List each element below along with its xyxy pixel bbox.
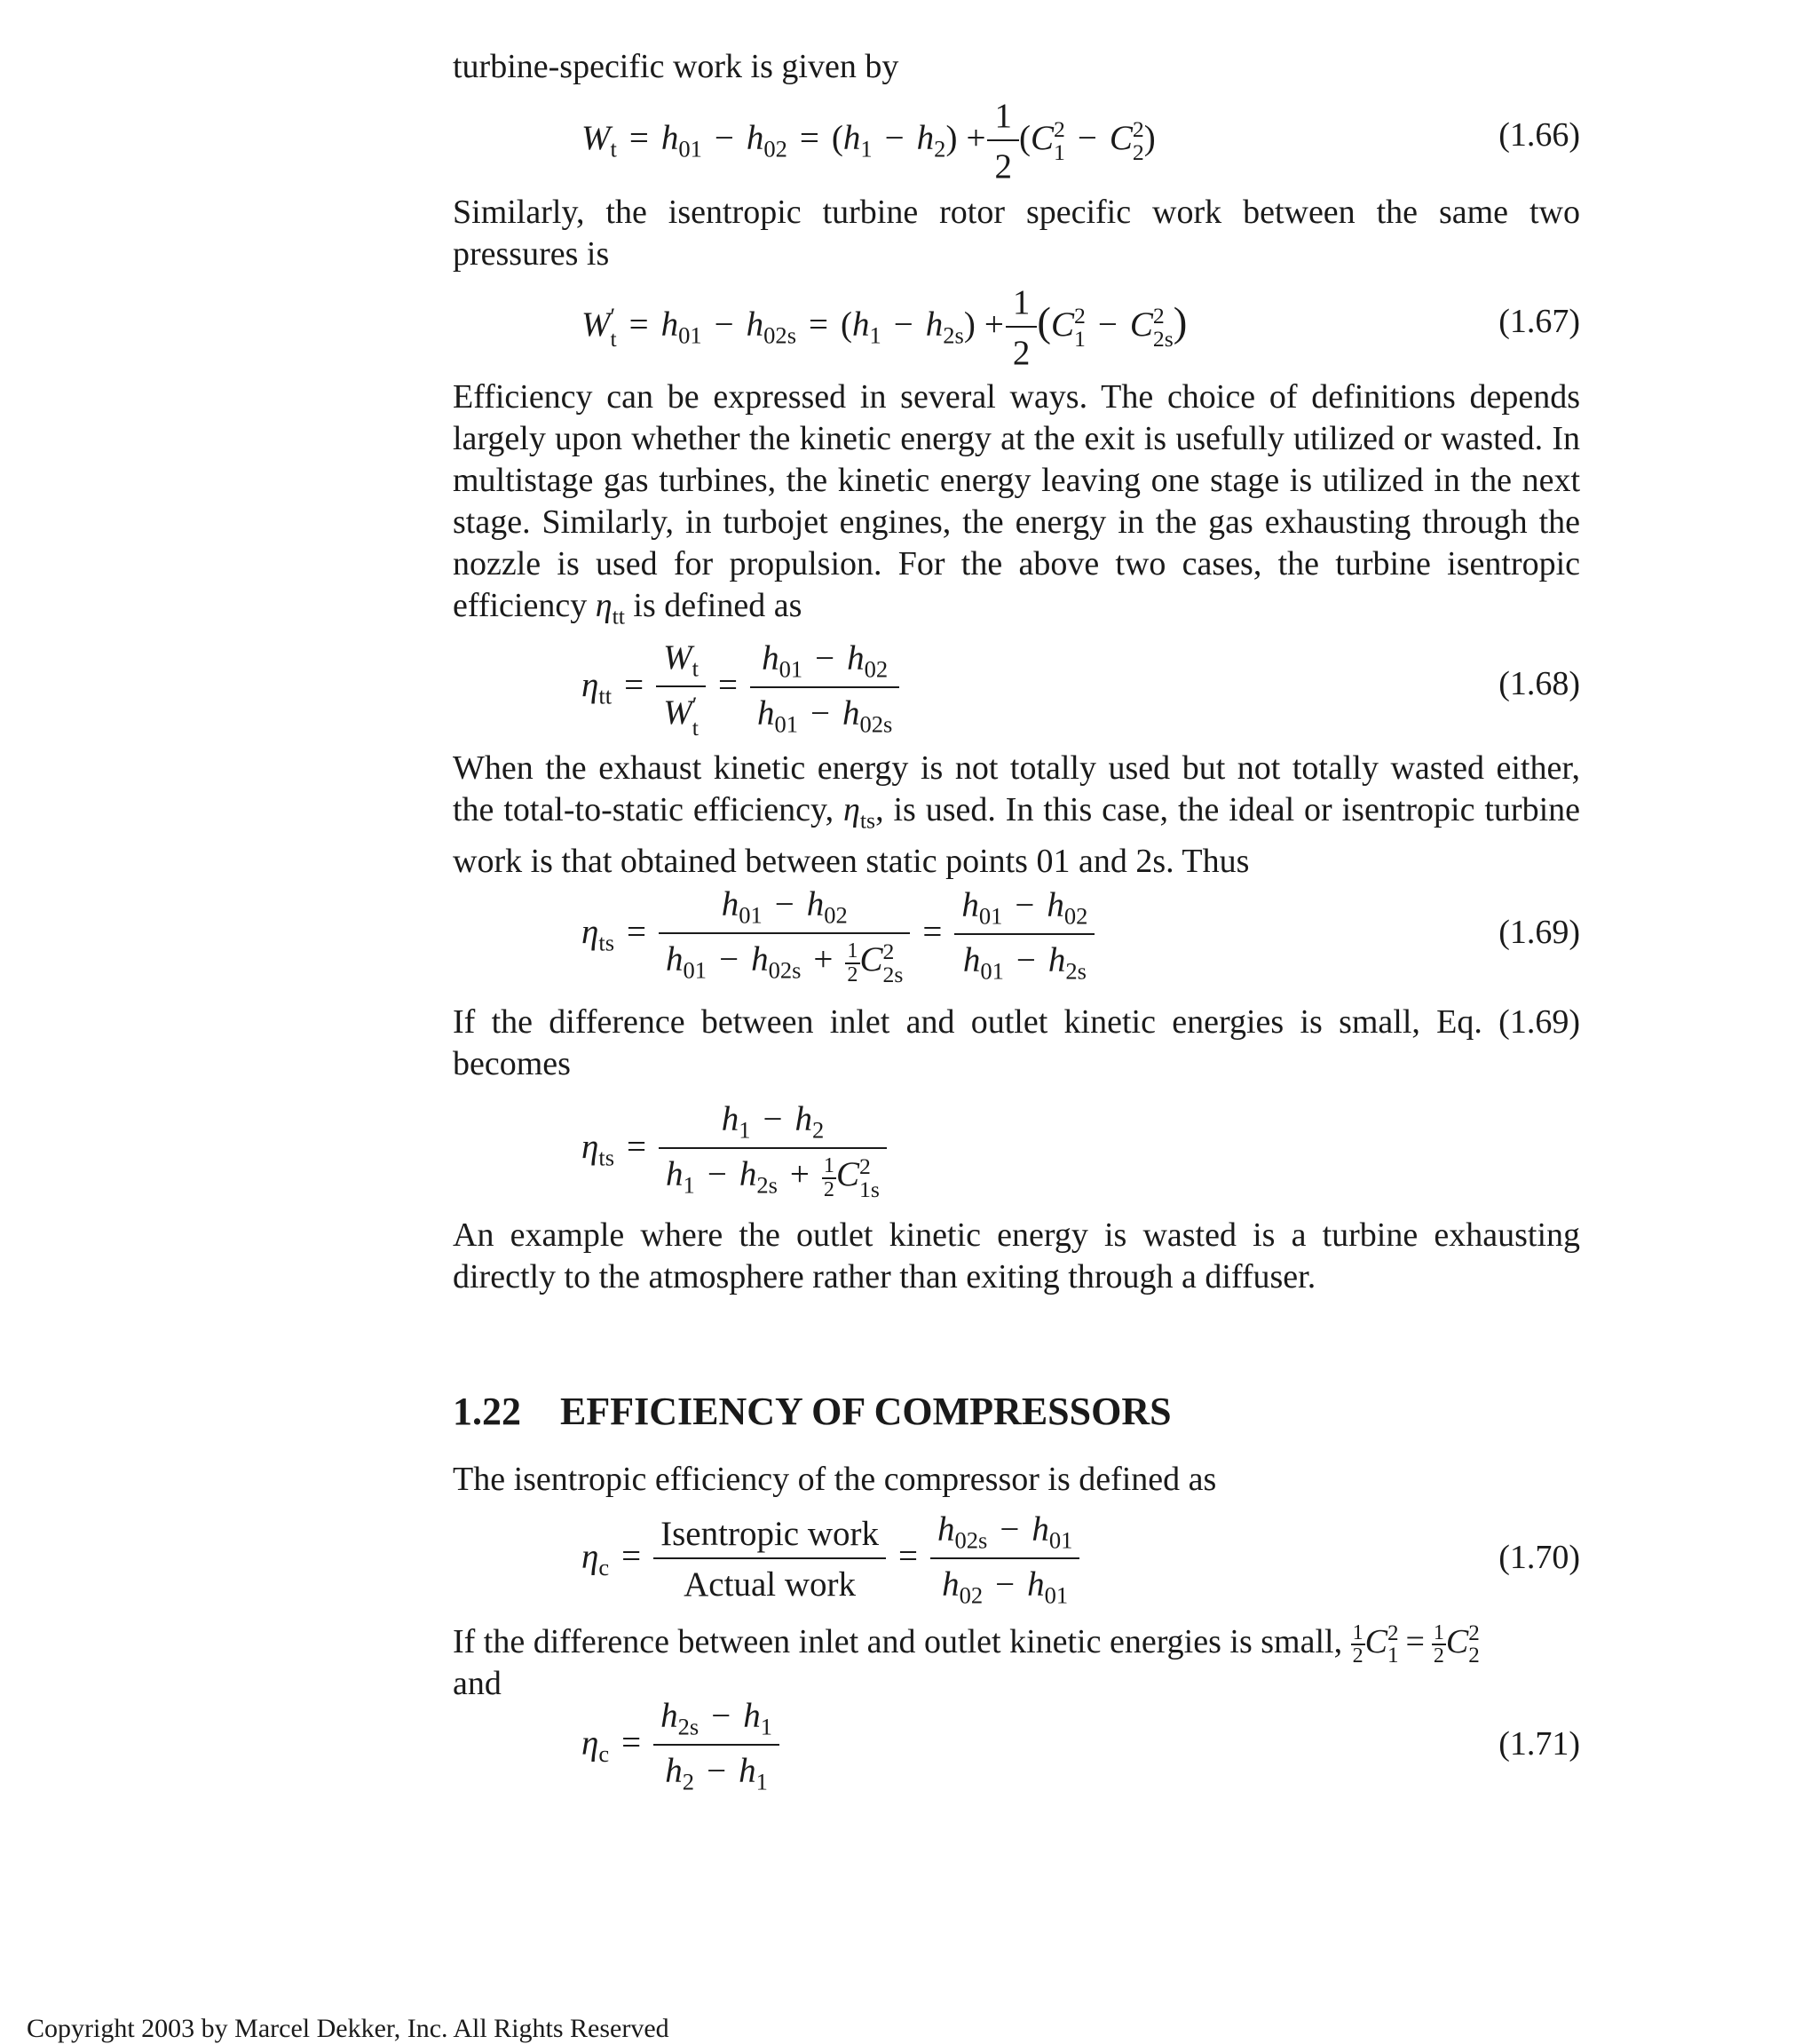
equation-1-68: $\eta_{tt}$ = $W_t$ W ′ t = $\frac{h_{01} - h_{02}}{h_{01} - h_{02s}}$ (1.68)	[581, 638, 1580, 741]
equation-1-71: $\eta_c$ = $\frac{h_{2s} - h_1}{h_2 - h_1}$ (1.71)	[581, 1697, 1580, 1795]
equation-number: (1.69)	[1498, 914, 1580, 951]
equation-number: (1.66)	[1498, 116, 1580, 154]
section-number: 1.22	[453, 1390, 521, 1433]
equation-1-67: W ′ t = $h_{01} - h_{02s} = (h_1 - h_{2s})$ + $\frac{1}{2}$ (C 2 1 − C 2 2s ) (1.67)	[581, 283, 1580, 372]
equation-number: (1.71)	[1498, 1725, 1580, 1763]
equation-1-70: $\eta_c$ = $\frac{\text{Isentropic work}}{\text{Actual work}}$ = $\frac{h_{02s} - h_{01}}{h_{02} - h_{01}}$ (1.70)	[581, 1510, 1580, 1609]
paragraph-efficiency-definitions: Efficiency can be expressed in several ways. The choice of definitions depends largely upon whether the kinetic energy at the exit is usefully utilized or wasted. In multistage gas turbines, the kinetic energy leaving one stage is utilized in the next stage. Similarly, in turbojet engines, the energy in the gas exhausting through the nozzle is used for propulsion. For the above two cases, the turbine isentropic efficiency $\eta_{tt}$ is defined as	[453, 378, 1580, 630]
paragraph-compressor-definition: The isentropic efficiency of the compressor is defined as	[453, 1461, 1217, 1498]
paragraph-text: If the difference between inlet and outlet kinetic energies is small,	[453, 1623, 1343, 1660]
equation-1-66: $W_t = h_{01} - h_{02} = (h_1 - h_2)$ + $\frac{1}{2}$ (C 2 1 − C 2 2 ) (1.66)	[581, 97, 1580, 186]
paragraph-compressor-small-line2: and	[453, 1665, 502, 1702]
paragraph-rotor-work-line2: pressures is	[453, 235, 610, 273]
paragraph-example: An example where the outlet kinetic energy is wasted is a turbine exhausting directly to the atmosphere rather than exiting through a diffuser.	[453, 1216, 1580, 1295]
equation-number: (1.70)	[1498, 1539, 1580, 1576]
paragraph-intro: turbine-specific work is given by	[453, 48, 899, 85]
paragraph-total-to-static: When the exhaust kinetic energy is not totally used but not totally wasted either, the total-to-static efficiency, $\eta_{ts}$, is used. In this case, the ideal or isentropic turbine work is that obtained between static points 01 and 2s. Thus	[453, 749, 1580, 881]
copyright-footer: Copyright 2003 by Marcel Dekker, Inc. All Rights Reserved	[27, 2014, 669, 2043]
paragraph-small-difference-line2: becomes	[453, 1045, 571, 1082]
equation-ts-approx: $\eta_{ts}$ = $h_1 - h_2$ $h_1 - h_{2s}$ + $\frac{1}{2}$ C 2 1s	[453, 1099, 1580, 1197]
paragraph-small-difference-line1: If the difference between inlet and outlet kinetic energies is small, Eq. (1.69)	[453, 1003, 1580, 1041]
actual-work-label: Actual work	[684, 1565, 856, 1604]
equation-1-69: $\eta_{ts}$ = $h_{01} - h_{02}$ $h_{01} - h_{02s}$ + $\frac{1}{2}$ C 2 2s = $\frac{h_{01} - h_{02}}{h_{01} - h_{2s}}$ (1.69)	[581, 885, 1580, 987]
equation-number: (1.68)	[1498, 665, 1580, 702]
paragraph-text-end: is defined as	[633, 587, 802, 624]
paragraph-text: Efficiency can be expressed in several ways. The choice of definitions depends largely upon whether the kinetic energy at the exit is usefully utilized or wasted. In multistage gas turbines, the kinetic energy leaving one stage is utilized in the next stage. Similarly, in turbojet engines, the energy in the gas exhausting through the nozzle is used for propulsion. For the above two cases, the turbine isentropic efficiency	[453, 378, 1580, 624]
section-heading	[453, 1389, 1172, 1434]
paragraph-rotor-work-line1: Similarly, the isentropic turbine rotor specific work between the same two	[453, 194, 1580, 231]
equation-number: (1.67)	[1498, 303, 1580, 340]
paragraph-text: When the exhaust kinetic energy is not totally used but not totally wasted either, the total-to-static efficiency,	[453, 749, 1580, 828]
paragraph-compressor-small-line1: If the difference between inlet and outlet kinetic energies is small, $\frac{1}{2}$ C 2 1 = $\frac{1}{2}$ C 2 2	[453, 1621, 1480, 1668]
isentropic-work-label: Isentropic work	[653, 1514, 886, 1559]
section-title: EFFICIENCY OF COMPRESSORS	[560, 1390, 1172, 1433]
paragraph-text-end: , is used. In this case, the ideal or isentropic turbine work is that obtained between static points 01 and 2s. Thus	[453, 791, 1580, 881]
